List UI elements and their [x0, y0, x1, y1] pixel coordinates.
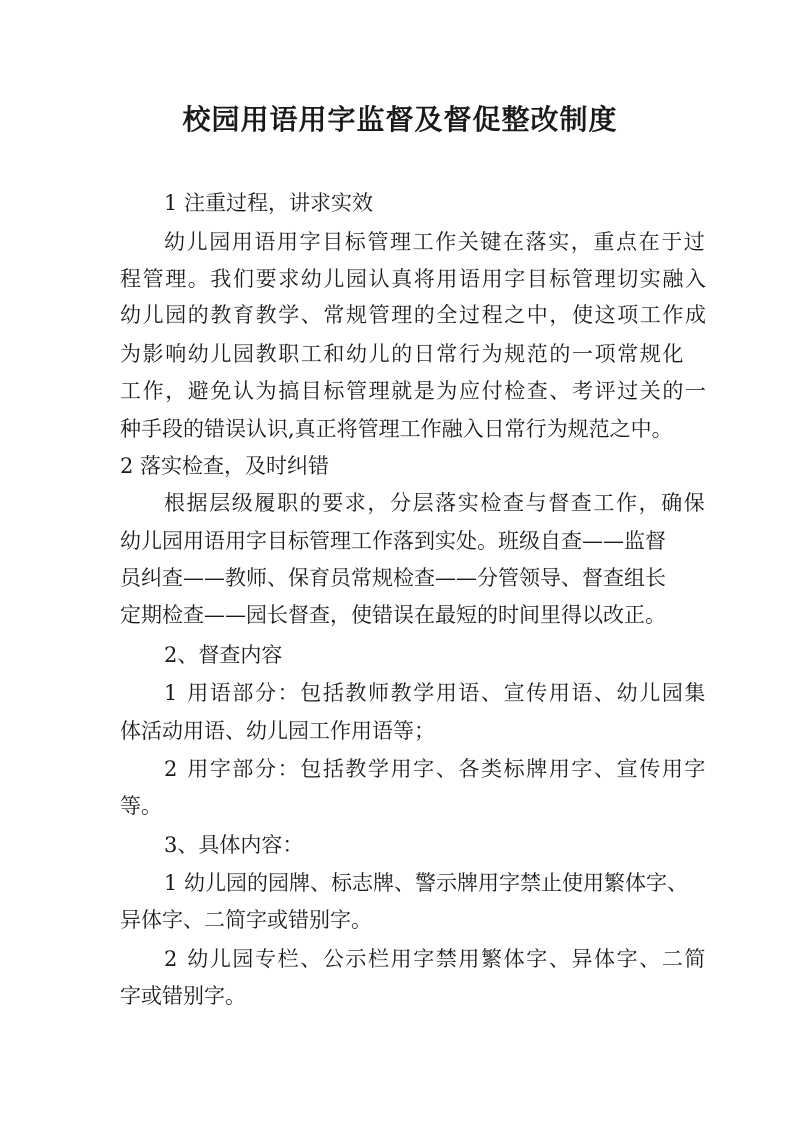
paragraph-line: 字或错别字。	[120, 984, 246, 1008]
paragraph-line: 种手段的错误认识,真正将管理工作融入日常行为规范之中。	[120, 417, 673, 441]
paragraph-line: 幼儿园用语用字目标管理工作落到实处。班级自查——监督	[120, 529, 666, 553]
paragraph-line: 根据层级履职的要求，分层落实检查与督查工作，确保	[164, 491, 707, 515]
paragraph-line: 2 用字部分：包括教学用字、各类标牌用字、宣传用字	[164, 757, 708, 781]
paragraph-line: 异体字、二简字或错别字。	[120, 908, 372, 932]
paragraph-line: 幼儿园的教育教学、常规管理的全过程之中，使这项工作成	[120, 303, 708, 327]
paragraph-line: 1 用语部分：包括教师教学用语、宣传用语、幼儿园集	[164, 681, 708, 705]
paragraph-line: 定期检查——园长督查，使错误在最短的时间里得以改正。	[120, 603, 666, 627]
section-heading: 3、具体内容：	[164, 833, 304, 857]
paragraph-line: 工作，避免认为搞目标管理就是为应付检查、考评过关的一	[120, 379, 708, 403]
paragraph-line: 等。	[120, 794, 162, 818]
paragraph-line: 1 幼儿园的园牌、标志牌、警示牌用字禁止使用繁体字、	[164, 871, 689, 895]
paragraph-line: 2 幼儿园专栏、公示栏用字禁用繁体字、异体字、二简	[164, 947, 708, 971]
paragraph-line: 为影响幼儿园教职工和幼儿的日常行为规范的一项常规化	[120, 342, 685, 366]
paragraph-line: 体活动用语、幼儿园工作用语等；	[120, 719, 435, 743]
section-heading: 1 注重过程，讲求实效	[164, 191, 374, 215]
section-heading: 2 落实检查，及时纠错	[120, 454, 330, 478]
paragraph-line: 员纠查——教师、保育员常规检查——分管领导、督查组长	[120, 566, 666, 590]
paragraph-line: 幼儿园用语用字目标管理工作关键在落实，重点在于过	[164, 230, 707, 254]
section-heading: 2、督查内容	[164, 643, 283, 667]
paragraph-line: 程管理。我们要求幼儿园认真将用语用字目标管理切实融入	[120, 267, 708, 291]
document-title: 校园用语用字监督及督促整改制度	[182, 103, 618, 136]
